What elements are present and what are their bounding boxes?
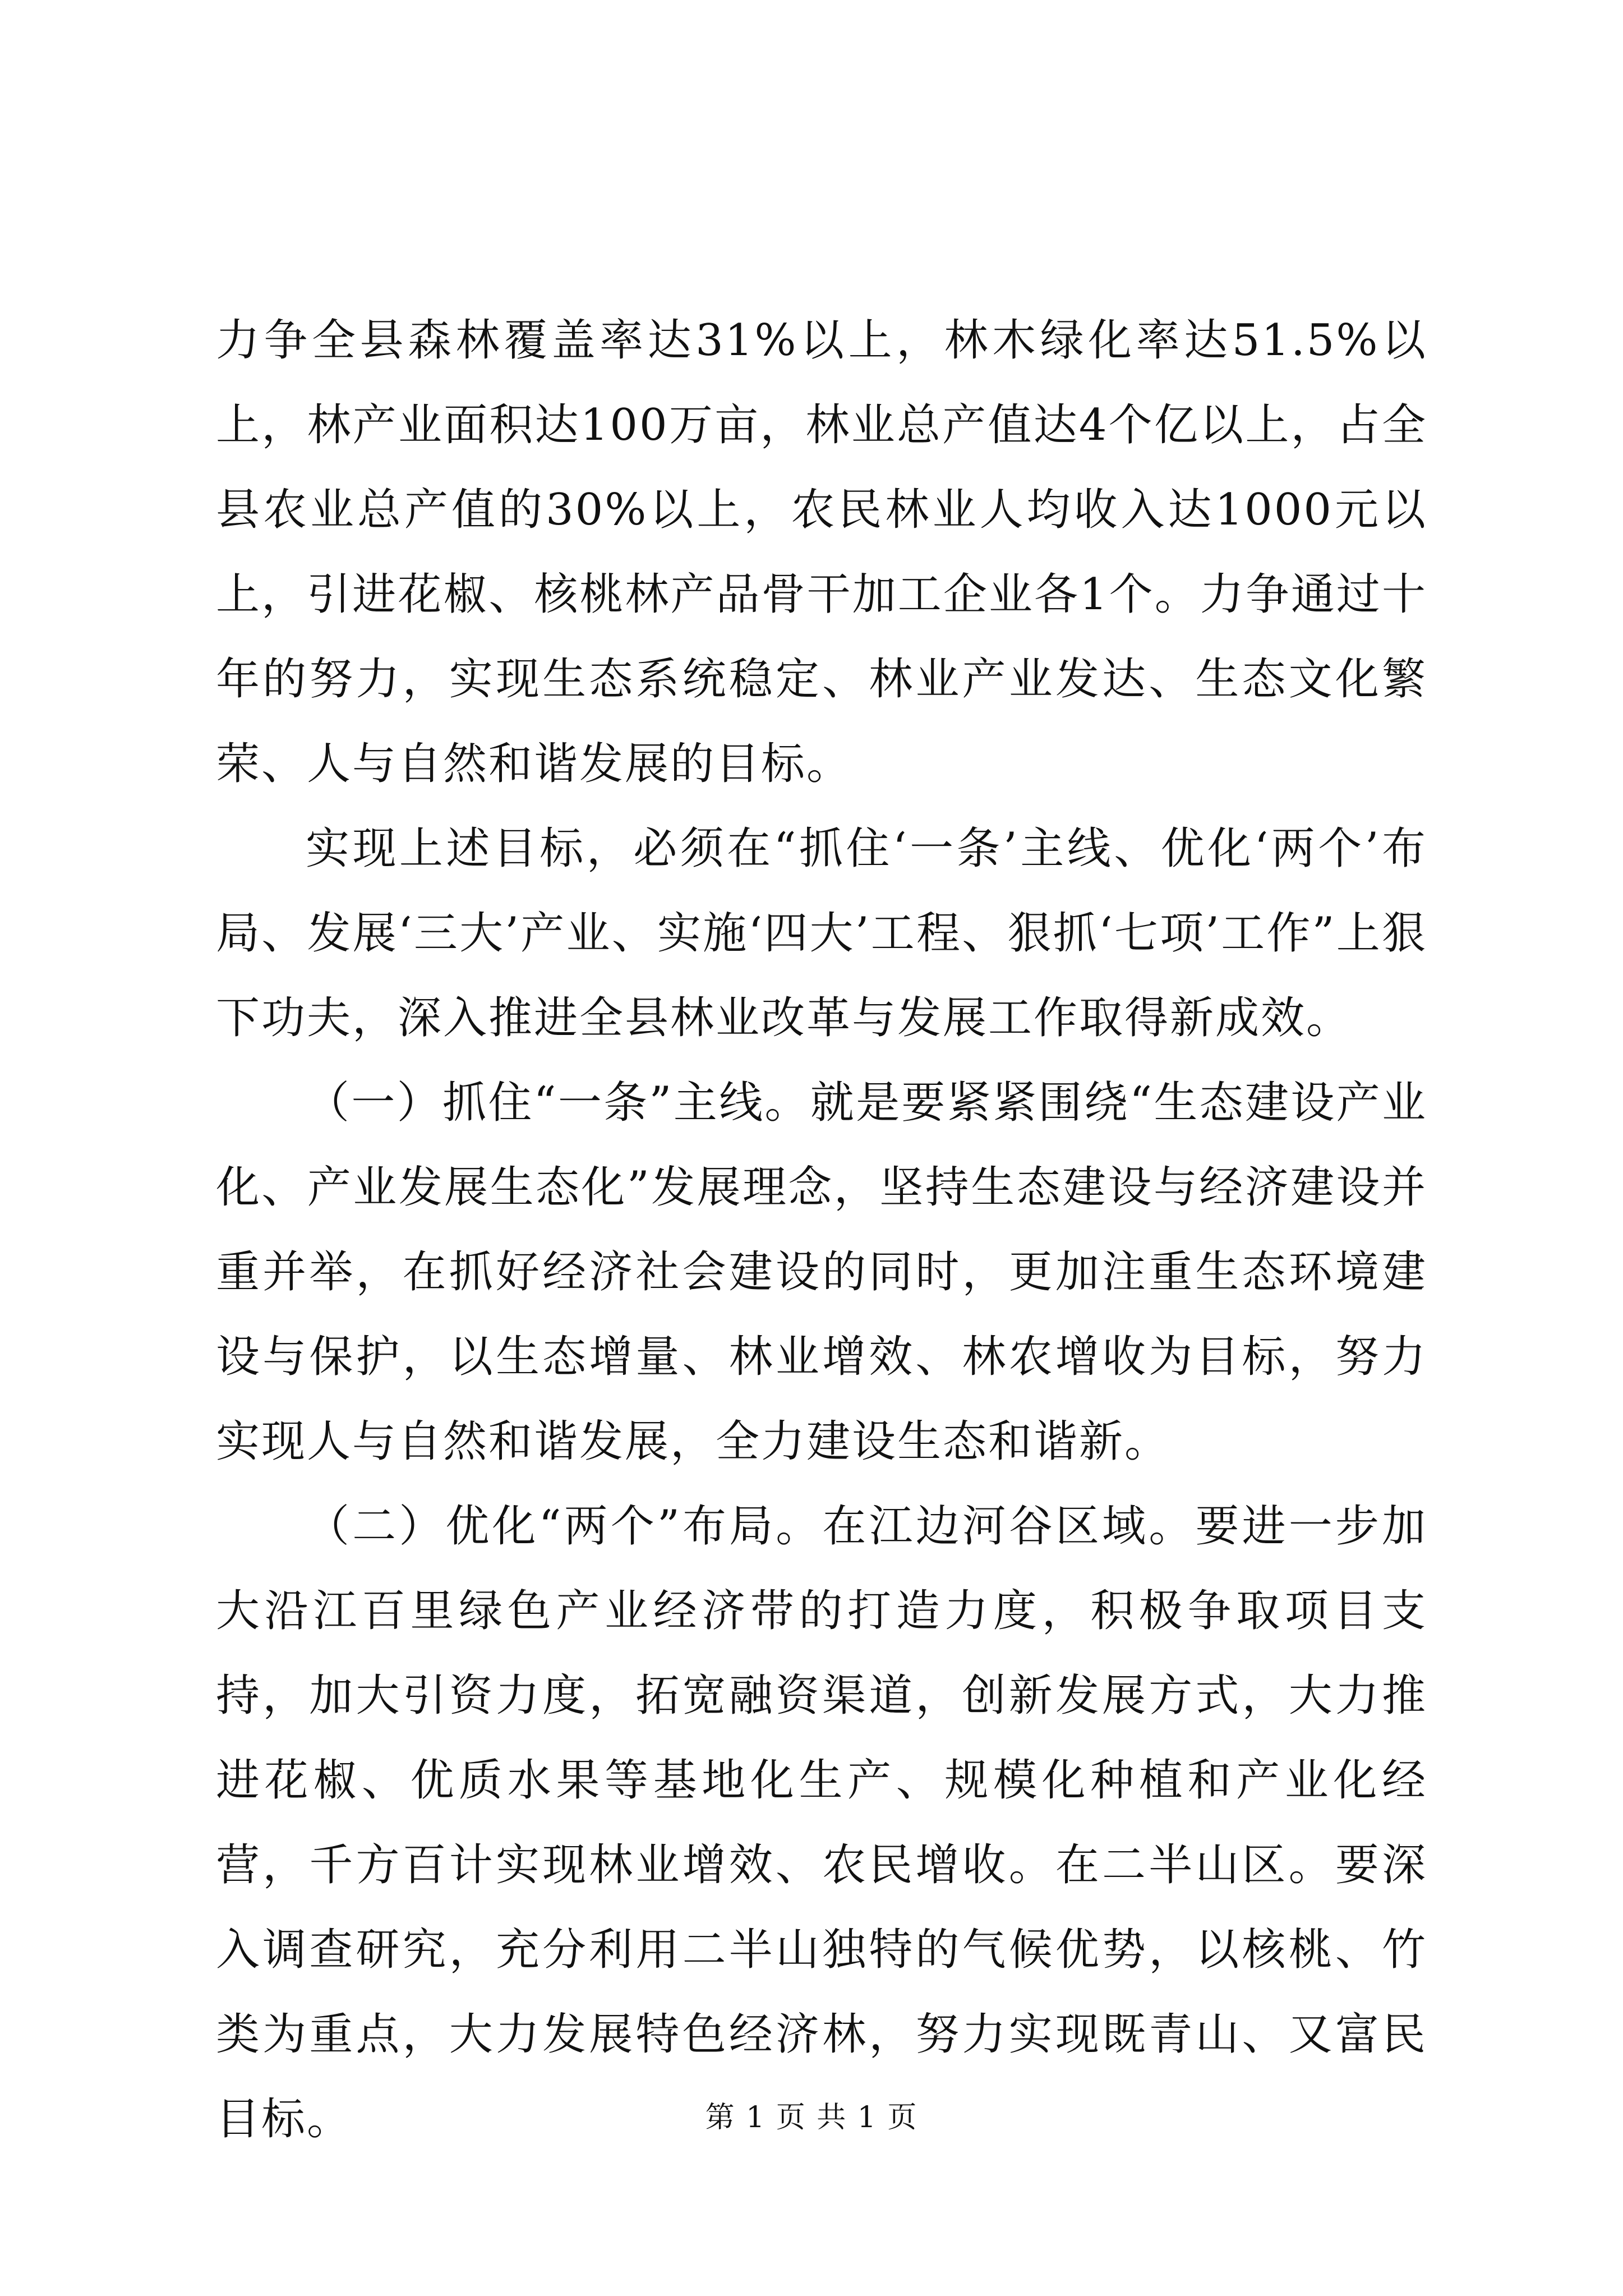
paragraph-goals: 力争全县森林覆盖率达31%以上，林木绿化率达51.5%以上，林产业面积达100万亩，林业总产值达4个亿以上，占全县农业总产值的30%以上，农民林业人均收入达1000元以上，引进花椒、核桃林产品骨干加工企业各1个。力争通过十年的努力，实现生态系统稳定、林业产业发达、生态文化繁荣、人与自然和谐发展的目标。: [216, 315, 1427, 789]
page-number-label: 第 1 页 共 1 页: [705, 2101, 918, 2134]
paragraph-layout: （二）优化“两个”布局。在江边河谷区域。要进一步加大沿江百里绿色产业经济带的打造力度，积极争取项目支持，加大引资力度，拓宽融资渠道，创新发展方式，大力推进花椒、优质水果等基地化生产、规模化种植和产业化经营，千方百计实现林业增效、农民增收。在二半山区。要深入调查研究，充分利用二半山独特的气候优势，以核桃、竹类为重点，大力发展特色经济林，努力实现既青山、又富民目标。: [216, 1501, 1427, 2145]
page-footer: [0, 2093, 1623, 2136]
document-body: [216, 298, 1427, 2162]
paragraph-targets: 实现上述目标，必须在“抓住‘一条’主线、优化‘两个’布局、发展‘三大’产业、实施‘四大’工程、狠抓‘七项’工作”上狠下功夫，深入推进全县林业改革与发展工作取得新成效。: [216, 823, 1427, 1043]
paragraph-main-line: （一）抓住“一条”主线。就是要紧紧围绕“生态建设产业化、产业发展生态化”发展理念，坚持生态建设与经济建设并重并举，在抓好经济社会建设的同时，更加注重生态环境建设与保护，以生态增量、林业增效、林农增收为目标，努力实现人与自然和谐发展，全力建设生态和谐新。: [216, 1078, 1427, 1467]
